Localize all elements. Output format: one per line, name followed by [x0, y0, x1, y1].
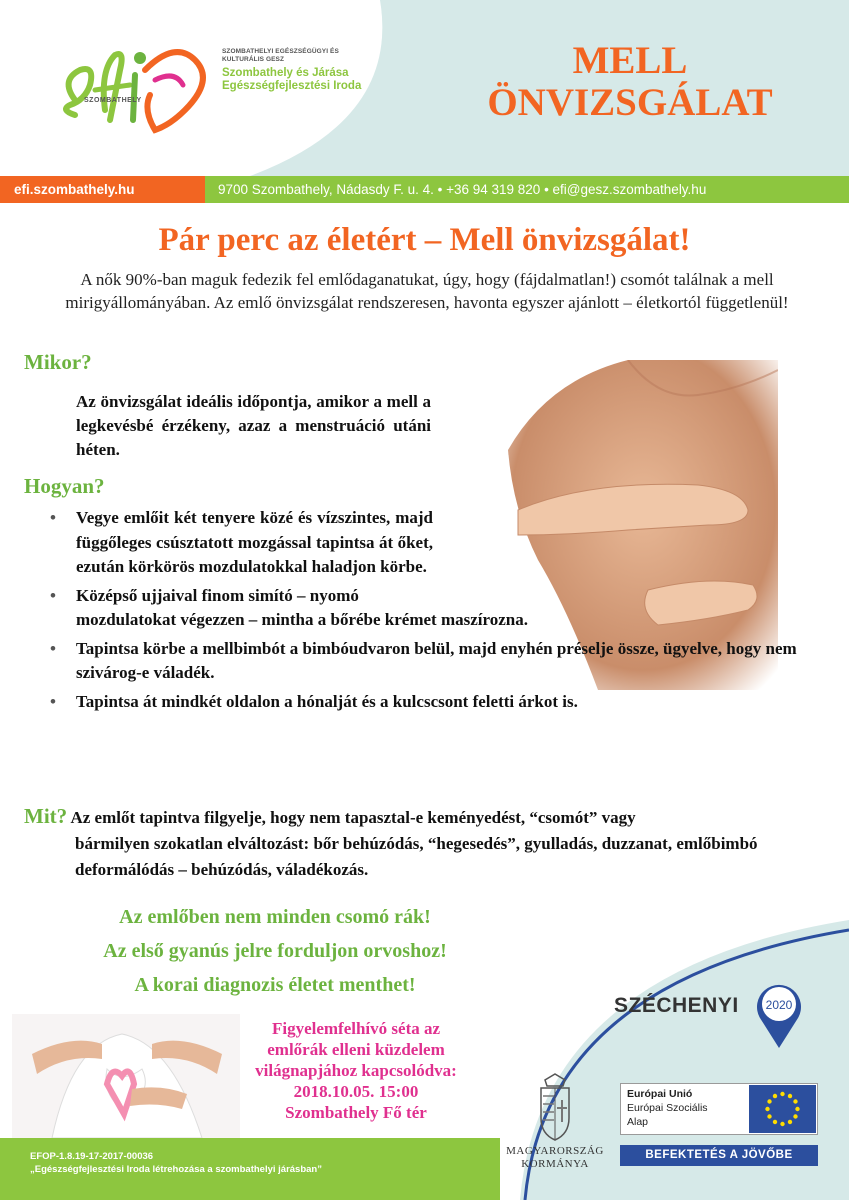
efi-logo [55, 40, 235, 140]
project-code: EFOP-1.8.19-17-2017-00036 [30, 1151, 154, 1162]
eu-star-icon [793, 1114, 797, 1118]
hogyan-heading: Hogyan? [24, 474, 105, 498]
logo-text [222, 48, 362, 93]
eu-star-icon [795, 1107, 799, 1111]
title-line-1: MELL [572, 39, 688, 82]
hungarian-crest-icon [535, 1072, 575, 1142]
list-item: • Tapintsa át mindkét oldalon a hónalját és a kulcscsont feletti árkot is. [48, 690, 818, 715]
intro-text: A nők 90%-ban maguk fedezik fel emlődaganatukat, úgy, hogy (fájdalmatlan!) csomót találnak a mell mirigyállományában. Az emlő önvizsgálat rendszeresen, havonta egyszer ajánlott – életkortól függetlenül! [65, 270, 789, 312]
eu-star-icon [780, 1122, 784, 1126]
eu-star-icon [788, 1120, 792, 1124]
eu-star-icon [767, 1099, 771, 1103]
contact-bar [0, 176, 849, 203]
logo-subtitle: SZOMBATHELY [84, 97, 142, 104]
pink-ribbon-photo [12, 1014, 240, 1138]
invest-banner: BEFEKTETÉS A JÖVŐBE [620, 1145, 818, 1166]
eu-star-icon [765, 1107, 769, 1111]
list-item-line-2: mozdulatokat végezzen – mintha a bőrébe krémet maszírozna. [76, 610, 528, 629]
eu-text [627, 1087, 708, 1129]
project-info [30, 1150, 322, 1176]
list-item: • Tapintsa körbe a mellbimbót a bimbóudvaron belül, majd enyhén préselje össze, ügyelve, hogy nem szivárog-e váladék. [48, 637, 818, 686]
contact-details: 9700 Szombathely, Nádasdy F. u. 4. • +36 94 319 820 • efi@gesz.szombathely.hu [218, 182, 707, 197]
hogyan-list [48, 506, 818, 718]
event-location: Szombathely Fő tér [285, 1103, 427, 1122]
list-item [48, 584, 688, 633]
government-line-1: MAGYARORSZÁG [506, 1145, 604, 1157]
government-line-2: KORMÁNYA [521, 1158, 589, 1170]
mikor-text: Az önvizsgálat ideális időpontja, amikor a mell a legkevésbé érzékeny, azaz a menstruáció utáni héten. [76, 392, 431, 459]
slogan-1: Az emlőben nem minden csomó rák! [119, 906, 431, 928]
event-line-2: emlőrák elleni küzdelem [267, 1040, 445, 1059]
mit-heading: Mit? [24, 804, 68, 828]
eu-star-icon [788, 1094, 792, 1098]
mikor-heading: Mikor? [24, 350, 92, 374]
eu-star-icon [773, 1120, 777, 1124]
title-line-2: ÖNVIZSGÁLAT [487, 81, 773, 124]
eu-line-1: Európai Unió [627, 1088, 693, 1100]
list-item: • Vegye emlőit két tenyere közé és vízszintes, majd függőleges csúsztatott mozgással tapintsa át őket, ezután körkörös mozdulatokkal haladjon körbe. [48, 506, 433, 580]
eu-star-icon [793, 1099, 797, 1103]
mit-text-rest: bármilyen szokatlan elváltozást: bőr behúzódás, “hegesedés”, gyulladás, duzzanat, emlőbimbó deformálódás – behúzódás, váladékozás. [75, 834, 758, 879]
eu-star-icon [780, 1092, 784, 1096]
project-name: „Egészségfejlesztési Iroda létrehozása a szombathelyi járásban” [30, 1164, 322, 1175]
event-line-3: világnapjához kapcsolódva: [255, 1061, 457, 1080]
eu-line-2: Európai Szociális [627, 1102, 708, 1114]
eu-flag-icon [749, 1085, 816, 1133]
website-link[interactable]: efi.szombathely.hu [0, 176, 205, 203]
slogan-3: A korai diagnozis életet menthet! [134, 974, 416, 996]
eu-star-icon [767, 1114, 771, 1118]
szechenyi-logo-text: SZÉCHENYI [614, 994, 739, 1017]
logo-org-name: SZOMBATHELYI EGÉSZSÉGÜGYI ÉS KULTURÁLIS GESZ [222, 48, 339, 63]
list-item-line-1: • Középső ujjaival finom simító – nyomó [76, 585, 359, 605]
event-notice [236, 1018, 476, 1123]
slogan-2: Az első gyanús jelre forduljon orvoshoz! [103, 940, 447, 962]
eu-star-icon [773, 1094, 777, 1098]
page-title [440, 40, 820, 124]
szechenyi-pin-icon [752, 980, 806, 1050]
mit-text-first: Az emlőt tapintva filgyelje, hogy nem tapasztal-e keményedést, “csomót” vagy [70, 808, 636, 827]
event-line-1: Figyelemfelhívó séta az [271, 1019, 441, 1038]
szechenyi-year: 2020 [765, 998, 793, 1012]
mit-section [24, 803, 814, 883]
logo-office-name: Szombathely és Járása Egészségfejlesztési Iroda [222, 67, 362, 92]
government-name [505, 1145, 605, 1171]
slogans [40, 900, 510, 1002]
eu-line-3: Alap [627, 1116, 649, 1128]
event-date: 2018.10.05. 15:00 [293, 1082, 419, 1101]
subtitle: Pár perc az életért – Mell önvizsgálat! [158, 222, 691, 258]
